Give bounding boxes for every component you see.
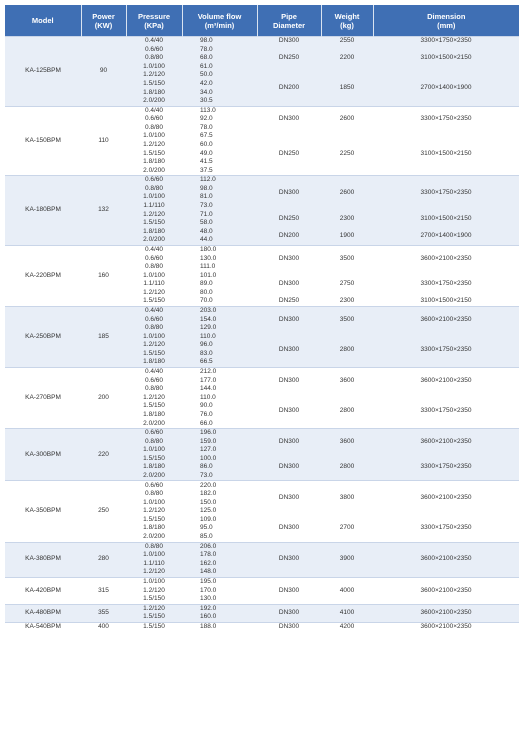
flow-cell: 212.0 bbox=[182, 367, 257, 376]
flow-cell: 58.0 bbox=[182, 219, 257, 228]
flow-cell: 100.0 bbox=[182, 455, 257, 464]
weight-cell: 4100 bbox=[321, 604, 373, 622]
table-row bbox=[5, 429, 519, 438]
dimension-cell: 3300×1750×2350 bbox=[373, 272, 519, 298]
pressure-cell: 0.6/60 bbox=[126, 377, 182, 386]
pressure-cell: 1.5/150 bbox=[126, 455, 182, 464]
weight-cell: 2800 bbox=[321, 394, 373, 429]
weight-cell: 2600 bbox=[321, 106, 373, 132]
pressure-cell: 0.4/40 bbox=[126, 367, 182, 376]
flow-cell: 48.0 bbox=[182, 228, 257, 237]
power-cell: 160 bbox=[81, 245, 126, 306]
pressure-cell: 1.5/150 bbox=[126, 402, 182, 411]
pipe-cell: DN300 bbox=[257, 455, 321, 481]
pressure-cell: 1.0/100 bbox=[126, 551, 182, 560]
flow-cell: 196.0 bbox=[182, 429, 257, 438]
pressure-cell: 1.2/120 bbox=[126, 507, 182, 516]
pressure-cell: 2.0/200 bbox=[126, 236, 182, 245]
power-cell: 90 bbox=[81, 37, 126, 107]
dimension-cell: 3300×1750×2350 bbox=[373, 37, 519, 46]
pipe-cell: DN200 bbox=[257, 71, 321, 106]
pressure-cell: 0.6/60 bbox=[126, 176, 182, 185]
pressure-cell: 0.8/80 bbox=[126, 124, 182, 133]
flow-cell: 125.0 bbox=[182, 507, 257, 516]
flow-cell: 192.0 bbox=[182, 604, 257, 613]
flow-cell: 160.0 bbox=[182, 613, 257, 622]
dimension-cell: 2700×1400×1900 bbox=[373, 71, 519, 106]
weight-cell: 1900 bbox=[321, 228, 373, 246]
dimension-cell: 3600×2100×2350 bbox=[373, 604, 519, 622]
col-dimension: Dimension (mm) bbox=[373, 5, 519, 37]
table-row bbox=[5, 37, 519, 46]
flow-cell: 34.0 bbox=[182, 88, 257, 97]
flow-cell: 95.0 bbox=[182, 524, 257, 533]
weight-cell: 2800 bbox=[321, 333, 373, 368]
pipe-cell: DN300 bbox=[257, 37, 321, 46]
flow-cell: 177.0 bbox=[182, 377, 257, 386]
flow-cell: 78.0 bbox=[182, 46, 257, 55]
flow-cell: 109.0 bbox=[182, 516, 257, 525]
model-cell: KA-420BPM bbox=[5, 577, 81, 604]
pressure-cell: 1.2/120 bbox=[126, 71, 182, 80]
flow-cell: 96.0 bbox=[182, 341, 257, 350]
model-cell: KA-220BPM bbox=[5, 245, 81, 306]
pressure-cell: 1.8/180 bbox=[126, 524, 182, 533]
pressure-cell: 2.0/200 bbox=[126, 97, 182, 106]
flow-cell: 50.0 bbox=[182, 71, 257, 80]
flow-cell: 68.0 bbox=[182, 54, 257, 63]
col-flow: Volume flow (m³/min) bbox=[182, 5, 257, 37]
pressure-cell: 2.0/200 bbox=[126, 533, 182, 542]
pipe-cell: DN300 bbox=[257, 429, 321, 455]
pressure-cell: 0.8/80 bbox=[126, 324, 182, 333]
flow-cell: 170.0 bbox=[182, 586, 257, 595]
power-cell: 250 bbox=[81, 481, 126, 542]
pipe-cell: DN200 bbox=[257, 228, 321, 246]
flow-cell: 110.0 bbox=[182, 394, 257, 403]
pressure-cell: 0.4/40 bbox=[126, 106, 182, 115]
pressure-cell: 1.0/100 bbox=[126, 333, 182, 342]
pipe-cell: DN300 bbox=[257, 106, 321, 132]
pressure-cell: 1.0/100 bbox=[126, 446, 182, 455]
pipe-cell: DN300 bbox=[257, 272, 321, 298]
flow-cell: 154.0 bbox=[182, 316, 257, 325]
pressure-cell: 1.5/150 bbox=[126, 595, 182, 604]
pressure-cell: 1.2/120 bbox=[126, 604, 182, 613]
dimension-cell: 3100×1500×2150 bbox=[373, 46, 519, 72]
power-cell: 355 bbox=[81, 604, 126, 622]
pressure-cell: 1.0/100 bbox=[126, 63, 182, 72]
pressure-cell: 0.4/40 bbox=[126, 306, 182, 315]
pressure-cell: 0.8/80 bbox=[126, 490, 182, 499]
flow-cell: 66.5 bbox=[182, 358, 257, 367]
pressure-cell: 0.6/60 bbox=[126, 316, 182, 325]
dimension-cell: 3600×2100×2350 bbox=[373, 622, 519, 631]
flow-cell: 180.0 bbox=[182, 245, 257, 254]
pressure-cell: 1.5/150 bbox=[126, 516, 182, 525]
pressure-cell: 0.8/80 bbox=[126, 54, 182, 63]
dimension-cell: 3300×1750×2350 bbox=[373, 394, 519, 429]
table-row bbox=[5, 622, 519, 631]
table-row bbox=[5, 481, 519, 490]
pressure-cell: 1.2/120 bbox=[126, 586, 182, 595]
flow-cell: 71.0 bbox=[182, 211, 257, 220]
flow-cell: 113.0 bbox=[182, 106, 257, 115]
pressure-cell: 2.0/200 bbox=[126, 167, 182, 176]
flow-cell: 195.0 bbox=[182, 577, 257, 586]
model-cell: KA-380BPM bbox=[5, 542, 81, 577]
pressure-cell: 0.6/60 bbox=[126, 254, 182, 263]
model-cell: KA-300BPM bbox=[5, 429, 81, 481]
power-cell: 200 bbox=[81, 367, 126, 428]
dimension-cell: 3600×2100×2350 bbox=[373, 577, 519, 604]
flow-cell: 144.0 bbox=[182, 385, 257, 394]
spec-table bbox=[5, 5, 519, 631]
pressure-cell: 1.1/110 bbox=[126, 202, 182, 211]
dimension-cell: 3600×2100×2350 bbox=[373, 245, 519, 271]
power-cell: 185 bbox=[81, 306, 126, 367]
dimension-cell: 3300×1750×2350 bbox=[373, 106, 519, 132]
flow-cell: 92.0 bbox=[182, 115, 257, 124]
weight-cell: 3900 bbox=[321, 542, 373, 577]
table-row bbox=[5, 604, 519, 613]
flow-cell: 42.0 bbox=[182, 80, 257, 89]
pressure-cell: 1.1/110 bbox=[126, 280, 182, 289]
weight-cell: 2550 bbox=[321, 37, 373, 46]
pressure-cell: 1.5/150 bbox=[126, 613, 182, 622]
pipe-cell: DN300 bbox=[257, 622, 321, 631]
pressure-cell: 0.8/80 bbox=[126, 385, 182, 394]
pressure-cell: 1.5/150 bbox=[126, 350, 182, 359]
flow-cell: 73.0 bbox=[182, 472, 257, 481]
flow-cell: 89.0 bbox=[182, 280, 257, 289]
table-row bbox=[5, 306, 519, 315]
flow-cell: 110.0 bbox=[182, 333, 257, 342]
weight-cell: 2750 bbox=[321, 272, 373, 298]
pressure-cell: 1.8/180 bbox=[126, 411, 182, 420]
flow-cell: 73.0 bbox=[182, 202, 257, 211]
flow-cell: 148.0 bbox=[182, 568, 257, 577]
pressure-cell: 0.8/80 bbox=[126, 542, 182, 551]
weight-cell: 3500 bbox=[321, 306, 373, 332]
weight-cell: 2700 bbox=[321, 516, 373, 542]
pressure-cell: 0.8/80 bbox=[126, 263, 182, 272]
flow-cell: 49.0 bbox=[182, 150, 257, 159]
pressure-cell: 0.6/60 bbox=[126, 115, 182, 124]
power-cell: 132 bbox=[81, 176, 126, 246]
pipe-cell: DN250 bbox=[257, 211, 321, 228]
table-row bbox=[5, 367, 519, 376]
flow-cell: 98.0 bbox=[182, 37, 257, 46]
weight-cell: 3800 bbox=[321, 481, 373, 516]
col-model: Model bbox=[5, 5, 81, 37]
pipe-cell: DN250 bbox=[257, 132, 321, 175]
flow-cell: 44.0 bbox=[182, 236, 257, 245]
table-row bbox=[5, 106, 519, 115]
dimension-cell: 3600×2100×2350 bbox=[373, 481, 519, 516]
power-cell: 315 bbox=[81, 577, 126, 604]
pipe-cell: DN300 bbox=[257, 542, 321, 577]
pressure-cell: 0.8/80 bbox=[126, 185, 182, 194]
pressure-cell: 1.2/120 bbox=[126, 289, 182, 298]
pipe-cell: DN300 bbox=[257, 481, 321, 516]
pressure-cell: 1.5/150 bbox=[126, 219, 182, 228]
pressure-cell: 0.6/60 bbox=[126, 429, 182, 438]
pressure-cell: 1.0/100 bbox=[126, 499, 182, 508]
pressure-cell: 1.8/180 bbox=[126, 88, 182, 97]
dimension-cell: 3100×1500×2150 bbox=[373, 211, 519, 228]
pipe-cell: DN300 bbox=[257, 245, 321, 271]
flow-cell: 60.0 bbox=[182, 141, 257, 150]
pressure-cell: 1.0/100 bbox=[126, 132, 182, 141]
power-cell: 220 bbox=[81, 429, 126, 481]
flow-cell: 70.0 bbox=[182, 297, 257, 306]
weight-cell: 2300 bbox=[321, 211, 373, 228]
pressure-cell: 1.8/180 bbox=[126, 158, 182, 167]
flow-cell: 159.0 bbox=[182, 438, 257, 447]
pipe-cell: DN300 bbox=[257, 516, 321, 542]
weight-cell: 2250 bbox=[321, 132, 373, 175]
pressure-cell: 1.5/150 bbox=[126, 150, 182, 159]
pressure-cell: 0.6/60 bbox=[126, 46, 182, 55]
spec-table-body bbox=[5, 37, 519, 632]
flow-cell: 76.0 bbox=[182, 411, 257, 420]
flow-cell: 130.0 bbox=[182, 254, 257, 263]
flow-cell: 90.0 bbox=[182, 402, 257, 411]
power-cell: 110 bbox=[81, 106, 126, 176]
dimension-cell: 3300×1750×2350 bbox=[373, 333, 519, 368]
pressure-cell: 1.2/120 bbox=[126, 568, 182, 577]
flow-cell: 220.0 bbox=[182, 481, 257, 490]
dimension-cell: 3300×1750×2350 bbox=[373, 455, 519, 481]
pipe-cell: DN250 bbox=[257, 46, 321, 72]
pipe-cell: DN300 bbox=[257, 333, 321, 368]
flow-cell: 66.0 bbox=[182, 419, 257, 428]
pressure-cell: 1.0/100 bbox=[126, 577, 182, 586]
table-row bbox=[5, 577, 519, 586]
pressure-cell: 2.0/200 bbox=[126, 472, 182, 481]
table-row bbox=[5, 245, 519, 254]
weight-cell: 2600 bbox=[321, 176, 373, 211]
flow-cell: 178.0 bbox=[182, 551, 257, 560]
pressure-cell: 0.8/80 bbox=[126, 438, 182, 447]
dimension-cell: 3600×2100×2350 bbox=[373, 542, 519, 577]
pipe-cell: DN300 bbox=[257, 176, 321, 211]
flow-cell: 78.0 bbox=[182, 124, 257, 133]
flow-cell: 188.0 bbox=[182, 622, 257, 631]
flow-cell: 41.5 bbox=[182, 158, 257, 167]
pressure-cell: 1.1/110 bbox=[126, 560, 182, 569]
flow-cell: 67.5 bbox=[182, 132, 257, 141]
pipe-cell: DN300 bbox=[257, 604, 321, 622]
col-power: Power (KW) bbox=[81, 5, 126, 37]
flow-cell: 162.0 bbox=[182, 560, 257, 569]
weight-cell: 2300 bbox=[321, 297, 373, 306]
weight-cell: 3500 bbox=[321, 245, 373, 271]
flow-cell: 203.0 bbox=[182, 306, 257, 315]
table-row bbox=[5, 542, 519, 551]
flow-cell: 37.5 bbox=[182, 167, 257, 176]
pressure-cell: 1.8/180 bbox=[126, 358, 182, 367]
col-pressure: Pressure (KPa) bbox=[126, 5, 182, 37]
weight-cell: 3600 bbox=[321, 429, 373, 455]
flow-cell: 80.0 bbox=[182, 289, 257, 298]
dimension-cell: 3100×1500×2150 bbox=[373, 297, 519, 306]
flow-cell: 101.0 bbox=[182, 272, 257, 281]
flow-cell: 85.0 bbox=[182, 533, 257, 542]
weight-cell: 4000 bbox=[321, 577, 373, 604]
flow-cell: 130.0 bbox=[182, 595, 257, 604]
power-cell: 280 bbox=[81, 542, 126, 577]
flow-cell: 81.0 bbox=[182, 193, 257, 202]
pipe-cell: DN300 bbox=[257, 394, 321, 429]
pressure-cell: 1.2/120 bbox=[126, 141, 182, 150]
model-cell: KA-480BPM bbox=[5, 604, 81, 622]
flow-cell: 112.0 bbox=[182, 176, 257, 185]
pressure-cell: 1.2/120 bbox=[126, 394, 182, 403]
dimension-cell: 3600×2100×2350 bbox=[373, 367, 519, 393]
dimension-cell: 3300×1750×2350 bbox=[373, 176, 519, 211]
pressure-cell: 1.5/150 bbox=[126, 622, 182, 631]
model-cell: KA-270BPM bbox=[5, 367, 81, 428]
pipe-cell: DN250 bbox=[257, 297, 321, 306]
weight-cell: 2800 bbox=[321, 455, 373, 481]
pressure-cell: 2.0/200 bbox=[126, 419, 182, 428]
table-row bbox=[5, 176, 519, 185]
flow-cell: 83.0 bbox=[182, 350, 257, 359]
pressure-cell: 1.8/180 bbox=[126, 228, 182, 237]
weight-cell: 2200 bbox=[321, 46, 373, 72]
flow-cell: 111.0 bbox=[182, 263, 257, 272]
weight-cell: 1850 bbox=[321, 71, 373, 106]
header-row bbox=[5, 5, 519, 37]
dimension-cell: 3600×2100×2350 bbox=[373, 306, 519, 332]
pipe-cell: DN300 bbox=[257, 306, 321, 332]
flow-cell: 206.0 bbox=[182, 542, 257, 551]
dimension-cell: 3300×1750×2350 bbox=[373, 516, 519, 542]
power-cell: 400 bbox=[81, 622, 126, 631]
dimension-cell: 3600×2100×2350 bbox=[373, 429, 519, 455]
pipe-cell: DN300 bbox=[257, 367, 321, 393]
flow-cell: 150.0 bbox=[182, 499, 257, 508]
pipe-cell: DN300 bbox=[257, 577, 321, 604]
pressure-cell: 0.4/40 bbox=[126, 245, 182, 254]
pressure-cell: 1.0/100 bbox=[126, 272, 182, 281]
pressure-cell: 1.5/150 bbox=[126, 80, 182, 89]
flow-cell: 86.0 bbox=[182, 463, 257, 472]
weight-cell: 3600 bbox=[321, 367, 373, 393]
model-cell: KA-150BPM bbox=[5, 106, 81, 176]
flow-cell: 98.0 bbox=[182, 185, 257, 194]
pressure-cell: 0.4/40 bbox=[126, 37, 182, 46]
model-cell: KA-180BPM bbox=[5, 176, 81, 246]
dimension-cell: 2700×1400×1900 bbox=[373, 228, 519, 246]
col-weight: Weight (kg) bbox=[321, 5, 373, 37]
flow-cell: 30.5 bbox=[182, 97, 257, 106]
pressure-cell: 0.6/60 bbox=[126, 481, 182, 490]
pressure-cell: 1.8/180 bbox=[126, 463, 182, 472]
dimension-cell: 3100×1500×2150 bbox=[373, 132, 519, 175]
pressure-cell: 1.2/120 bbox=[126, 211, 182, 220]
pressure-cell: 1.5/150 bbox=[126, 297, 182, 306]
model-cell: KA-125BPM bbox=[5, 37, 81, 107]
pressure-cell: 1.2/120 bbox=[126, 341, 182, 350]
weight-cell: 4200 bbox=[321, 622, 373, 631]
col-pipe: Pipe Diameter bbox=[257, 5, 321, 37]
flow-cell: 127.0 bbox=[182, 446, 257, 455]
model-cell: KA-250BPM bbox=[5, 306, 81, 367]
model-cell: KA-350BPM bbox=[5, 481, 81, 542]
model-cell: KA-540BPM bbox=[5, 622, 81, 631]
pressure-cell: 1.0/100 bbox=[126, 193, 182, 202]
flow-cell: 61.0 bbox=[182, 63, 257, 72]
flow-cell: 129.0 bbox=[182, 324, 257, 333]
flow-cell: 182.0 bbox=[182, 490, 257, 499]
